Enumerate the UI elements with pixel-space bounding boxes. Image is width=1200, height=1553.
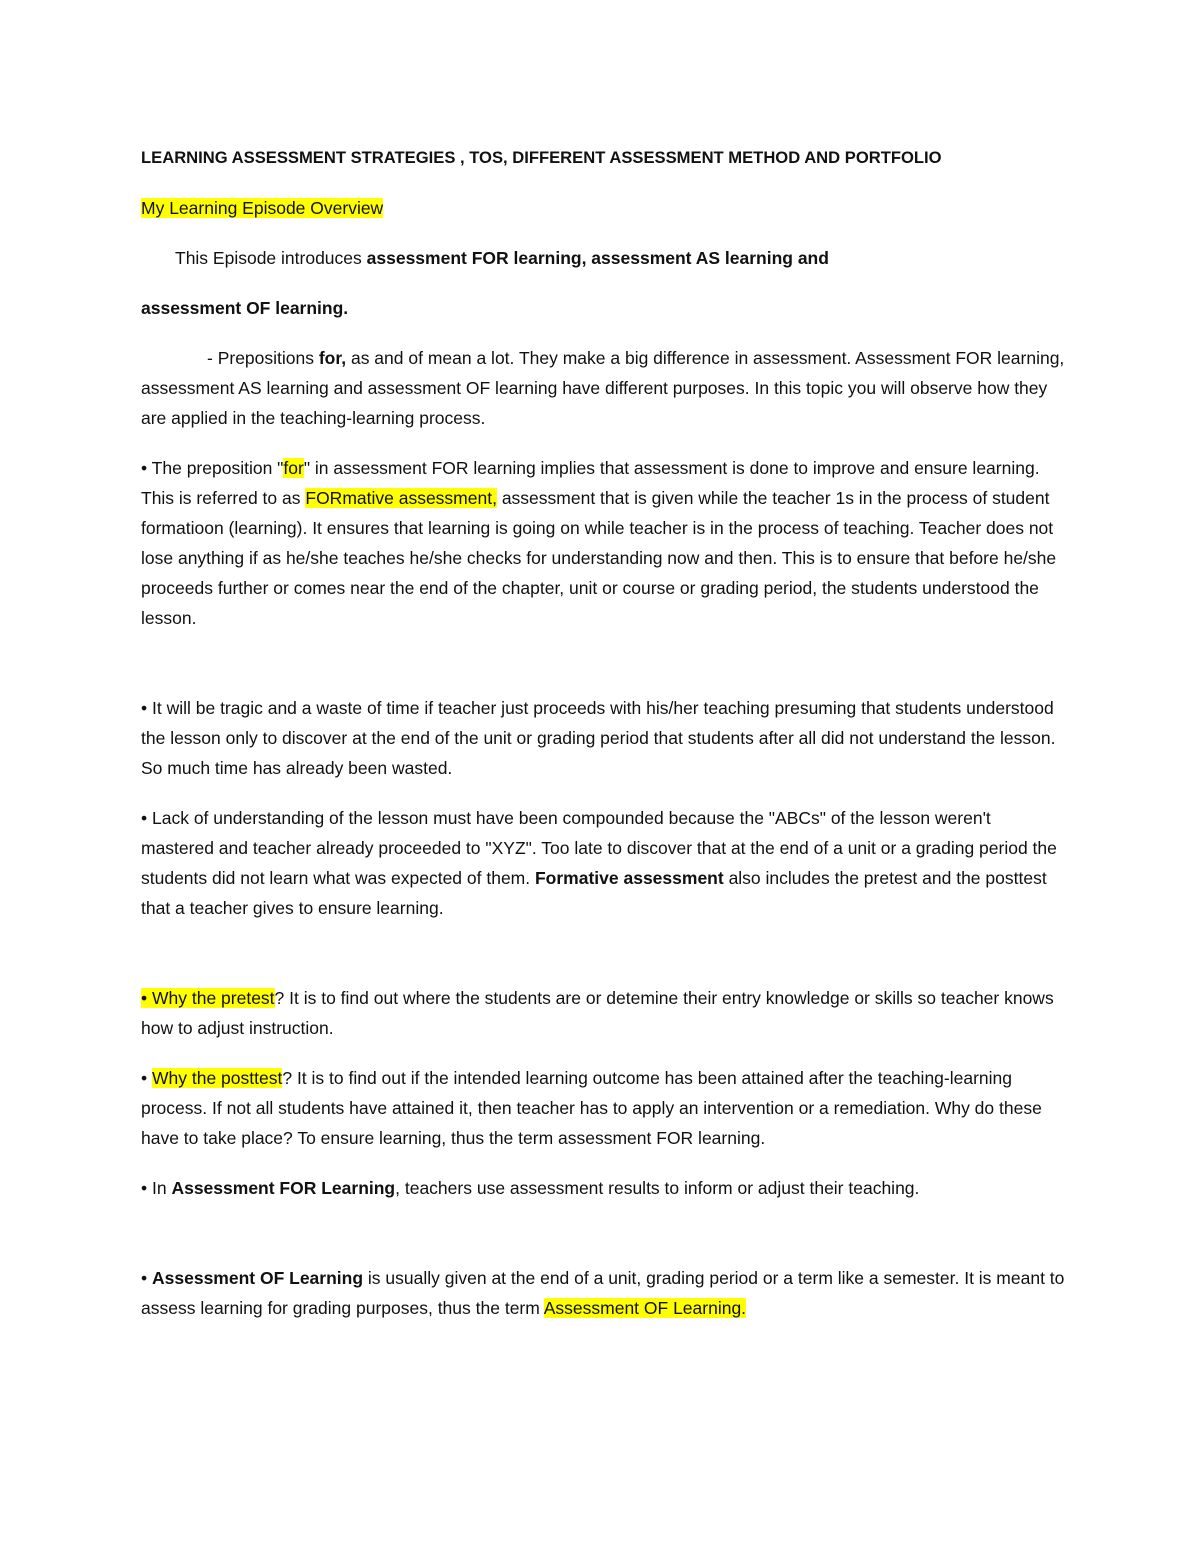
- bullet-lack-text-a: • Lack of understanding of the lesson must have been compounded because the "ABCs" of the lesson weren't mastered and teacher already proceeded to "XYZ". Too late to discover that at the end of a unit or a grading period the students did not learn what was expected of them.: [141, 808, 1057, 888]
- bullet-for-text-a: • The preposition ": [141, 458, 284, 478]
- bullet-lack-text-c: also includes the pretest and the posttest that a teacher gives to ensure learning.: [141, 868, 1047, 918]
- bullet-posttest-bullet: •: [141, 1068, 152, 1088]
- spacer: [141, 653, 1066, 693]
- bullet-lack-bold: Formative assessment: [534, 868, 724, 888]
- bullet-aol-bold: Assessment OF Learning: [152, 1268, 364, 1288]
- overview-heading-paragraph: [141, 193, 1066, 223]
- highlight-why-the-pretest: • Why the pretest: [141, 988, 275, 1008]
- bullet-for-text-e: assessment that is given while the teacher 1s in the process of student formatioon (learning). It ensures that learning is going on while teacher is in the process of teaching. Teacher does not lose anything if as he/she teaches he/she checks for understanding now and then. This is to ensure that before he/she proceeds further or comes near the end of the chapter, unit or course or grading period, the students understood the lesson.: [141, 488, 1057, 628]
- bullet-tragic-paragraph: • It will be tragic and a waste of time if teacher just proceeds with his/her teaching presuming that students understood the lesson only to discover at the end of the unit or grading period that students after all did not understand the lesson. So much time has already been wasted.: [141, 698, 1056, 778]
- intro-paragraph-line2: [141, 293, 1066, 323]
- overview-heading: My Learning Episode Overview: [141, 198, 384, 218]
- document-body: [141, 143, 1066, 1343]
- prepositions-text-c: as and of mean a lot. They make a big difference in assessment. Assessment FOR learning, assessment AS learning and assessment OF learning have different purposes. In this topic you will observe how they are applied in the teaching-learning process.: [141, 348, 1065, 428]
- bullet-afl-text-c: , teachers use assessment results to inform or adjust their teaching.: [395, 1178, 920, 1198]
- prepositions-paragraph: [141, 343, 1066, 433]
- bullet-aol-paragraph: [141, 1263, 1066, 1323]
- highlight-formative-assessment: FORmative assessment,: [305, 488, 497, 508]
- spacer: [141, 1223, 1066, 1263]
- highlight-why-the-posttest: Why the posttest: [152, 1068, 283, 1088]
- bullet-afl-bold: Assessment FOR Learning: [171, 1178, 396, 1198]
- highlight-assessment-of-learning: Assessment OF Learning.: [543, 1298, 747, 1318]
- intro-bold-text: assessment FOR learning, assessment AS learning and: [366, 248, 829, 268]
- intro-text: This Episode introduces: [175, 248, 367, 268]
- bullet-afl-text-a: • In: [141, 1178, 172, 1198]
- bullet-aol-bullet: •: [141, 1268, 152, 1288]
- document-title: LEARNING ASSESSMENT STRATEGIES , TOS, DIFFERENT ASSESSMENT METHOD AND PORTFOLIO: [141, 148, 942, 167]
- highlight-for: for: [283, 458, 304, 478]
- bullet-afl-paragraph: [141, 1173, 1066, 1203]
- bullet-posttest-text: ? It is to find out if the intended learning outcome has been attained after the teaching-learning process. If not all students have attained it, then teacher has to apply an intervention or a remediation. Why do these have to take place? To ensure learning, thus the term assessment FOR learning.: [141, 1068, 1042, 1148]
- bullet-for-paragraph: [141, 453, 1066, 633]
- bullet-posttest-paragraph: [141, 1063, 1066, 1153]
- bullet-pretest-paragraph: [141, 983, 1066, 1043]
- bullet-lack-paragraph: [141, 803, 1066, 923]
- prepositions-bold-for: for,: [318, 348, 347, 368]
- spacer: [141, 943, 1066, 983]
- bullet-for-text-c: " in assessment FOR learning implies that assessment is done to improve and ensure learning. This is referred to as: [141, 458, 1040, 508]
- prepositions-text-a: - Prepositions: [207, 348, 319, 368]
- intro-bold-text-2: assessment OF learning.: [141, 298, 349, 318]
- bullet-aol-text: is usually given at the end of a unit, grading period or a term like a semester. It is meant to assess learning for grading purposes, thus the term: [141, 1268, 1065, 1318]
- bullet-pretest-text: ? It is to find out where the students are or detemine their entry knowledge or skills so teacher knows how to adjust instruction.: [141, 988, 1054, 1038]
- intro-paragraph-line1: [141, 243, 1066, 273]
